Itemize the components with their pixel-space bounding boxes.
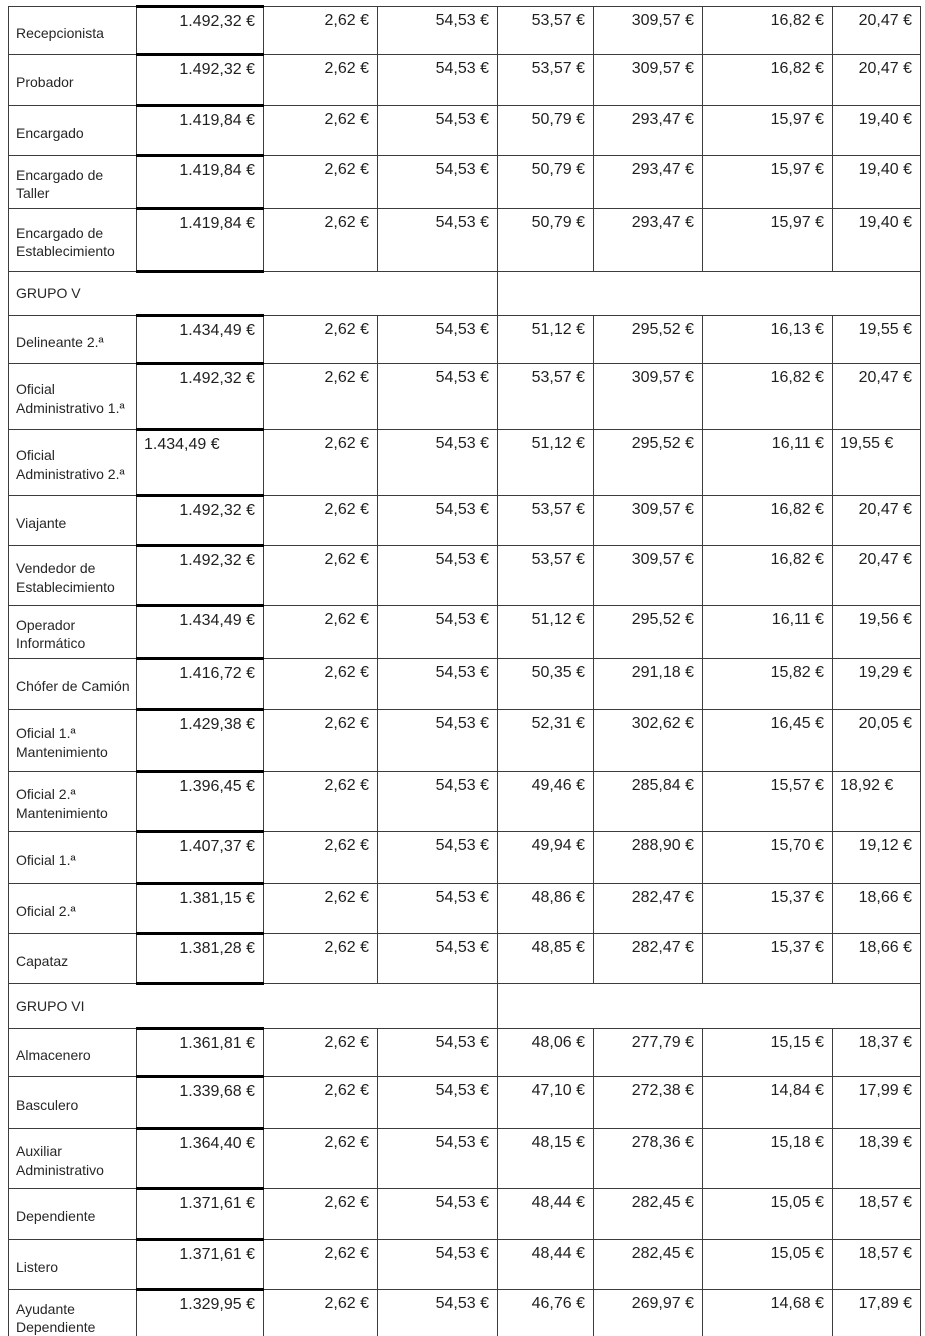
- job-title-cell: Dependiente: [9, 1188, 137, 1239]
- value-cell: 15,15 €: [703, 1028, 833, 1076]
- value-cell: 2,62 €: [264, 883, 378, 933]
- value-cell: 16,82 €: [703, 495, 833, 545]
- value-cell: 48,86 €: [498, 883, 594, 933]
- value-cell: 18,37 €: [833, 1028, 921, 1076]
- value-cell: 48,85 €: [498, 933, 594, 983]
- value-cell: 16,13 €: [703, 315, 833, 363]
- value-cell: 2,62 €: [264, 429, 378, 495]
- group-header-row: [9, 271, 921, 315]
- value-cell: 16,82 €: [703, 55, 833, 106]
- salary-value-cell: 1.371,61 €: [137, 1188, 264, 1239]
- value-cell: 282,45 €: [594, 1239, 703, 1289]
- value-cell: 48,15 €: [498, 1128, 594, 1188]
- salary-value-cell: 1.407,37 €: [137, 831, 264, 883]
- value-cell: 52,31 €: [498, 709, 594, 771]
- value-cell: 51,12 €: [498, 605, 594, 658]
- salary-value-cell: 1.364,40 €: [137, 1128, 264, 1188]
- salary-value-cell: 1.419,84 €: [137, 208, 264, 271]
- value-cell: 2,62 €: [264, 1128, 378, 1188]
- job-title-cell: Oficial 2.ª: [9, 883, 137, 933]
- group-header-cell: GRUPO VI: [9, 983, 498, 1028]
- value-cell: 54,53 €: [378, 1188, 498, 1239]
- value-cell: 295,52 €: [594, 429, 703, 495]
- salary-value-cell: 1.371,61 €: [137, 1239, 264, 1289]
- value-cell: 20,47 €: [833, 495, 921, 545]
- value-cell: 20,47 €: [833, 363, 921, 429]
- salary-value-cell: 1.429,38 €: [137, 709, 264, 771]
- value-cell: 2,62 €: [264, 709, 378, 771]
- value-cell: 2,62 €: [264, 1188, 378, 1239]
- salary-value-cell: 1.492,32 €: [137, 7, 264, 55]
- value-cell: 295,52 €: [594, 605, 703, 658]
- value-cell: 2,62 €: [264, 545, 378, 605]
- value-cell: 54,53 €: [378, 315, 498, 363]
- value-cell: 53,57 €: [498, 545, 594, 605]
- value-cell: 278,36 €: [594, 1128, 703, 1188]
- value-cell: 19,56 €: [833, 605, 921, 658]
- value-cell: 54,53 €: [378, 7, 498, 55]
- value-cell: 54,53 €: [378, 208, 498, 271]
- table-row: [9, 831, 921, 883]
- value-cell: 18,66 €: [833, 933, 921, 983]
- value-cell: 2,62 €: [264, 1028, 378, 1076]
- job-title-cell: Oficial 1.ª Mantenimiento: [9, 709, 137, 771]
- value-cell: 309,57 €: [594, 495, 703, 545]
- value-cell: 54,53 €: [378, 831, 498, 883]
- job-title-cell: Recepcionista: [9, 7, 137, 55]
- job-title-cell: Viajante: [9, 495, 137, 545]
- value-cell: 54,53 €: [378, 545, 498, 605]
- value-cell: 51,12 €: [498, 429, 594, 495]
- value-cell: 293,47 €: [594, 208, 703, 271]
- value-cell: 54,53 €: [378, 933, 498, 983]
- value-cell: 272,38 €: [594, 1076, 703, 1128]
- value-cell: 269,97 €: [594, 1289, 703, 1336]
- value-cell: 2,62 €: [264, 7, 378, 55]
- job-title-cell: Almacenero: [9, 1028, 137, 1076]
- value-cell: 20,47 €: [833, 7, 921, 55]
- value-cell: 15,18 €: [703, 1128, 833, 1188]
- salary-value-cell: 1.492,32 €: [137, 495, 264, 545]
- salary-value-cell: 1.434,49 €: [137, 429, 264, 495]
- value-cell: 2,62 €: [264, 55, 378, 106]
- job-title-cell: Probador: [9, 55, 137, 106]
- salary-value-cell: 1.419,84 €: [137, 106, 264, 156]
- job-title-cell: Chófer de Camión: [9, 658, 137, 709]
- value-cell: 16,82 €: [703, 545, 833, 605]
- value-cell: 2,62 €: [264, 658, 378, 709]
- value-cell: 16,45 €: [703, 709, 833, 771]
- value-cell: 19,29 €: [833, 658, 921, 709]
- value-cell: 54,53 €: [378, 771, 498, 831]
- table-row: [9, 495, 921, 545]
- value-cell: 15,82 €: [703, 658, 833, 709]
- value-cell: 15,05 €: [703, 1188, 833, 1239]
- value-cell: 54,53 €: [378, 605, 498, 658]
- value-cell: 49,94 €: [498, 831, 594, 883]
- group-header-row: [9, 983, 921, 1028]
- table-row: [9, 55, 921, 106]
- value-cell: 19,55 €: [833, 429, 921, 495]
- value-cell: 15,37 €: [703, 883, 833, 933]
- value-cell: 277,79 €: [594, 1028, 703, 1076]
- job-title-cell: Operador Informático: [9, 605, 137, 658]
- job-title-cell: Auxiliar Administrativo: [9, 1128, 137, 1188]
- salary-value-cell: 1.492,32 €: [137, 363, 264, 429]
- value-cell: 293,47 €: [594, 156, 703, 209]
- table-row: [9, 363, 921, 429]
- value-cell: 16,11 €: [703, 429, 833, 495]
- value-cell: 50,79 €: [498, 106, 594, 156]
- table-row: [9, 545, 921, 605]
- value-cell: 288,90 €: [594, 831, 703, 883]
- value-cell: 16,82 €: [703, 7, 833, 55]
- value-cell: 285,84 €: [594, 771, 703, 831]
- value-cell: 15,05 €: [703, 1239, 833, 1289]
- value-cell: 48,06 €: [498, 1028, 594, 1076]
- table-row: [9, 933, 921, 983]
- job-title-cell: Capataz: [9, 933, 137, 983]
- salary-value-cell: 1.396,45 €: [137, 771, 264, 831]
- salary-value-cell: 1.416,72 €: [137, 658, 264, 709]
- value-cell: 54,53 €: [378, 1028, 498, 1076]
- job-title-cell: Delineante 2.ª: [9, 315, 137, 363]
- value-cell: 53,57 €: [498, 7, 594, 55]
- value-cell: 15,97 €: [703, 208, 833, 271]
- job-title-cell: Oficial Administrativo 1.ª: [9, 363, 137, 429]
- job-title-cell: Listero: [9, 1239, 137, 1289]
- value-cell: 50,35 €: [498, 658, 594, 709]
- value-cell: 282,47 €: [594, 883, 703, 933]
- value-cell: 2,62 €: [264, 1239, 378, 1289]
- value-cell: 46,76 €: [498, 1289, 594, 1336]
- value-cell: 54,53 €: [378, 106, 498, 156]
- table-row: [9, 883, 921, 933]
- table-row: [9, 7, 921, 55]
- value-cell: 20,47 €: [833, 545, 921, 605]
- job-title-cell: Encargado: [9, 106, 137, 156]
- value-cell: 54,53 €: [378, 1239, 498, 1289]
- value-cell: 19,12 €: [833, 831, 921, 883]
- value-cell: 54,53 €: [378, 1289, 498, 1336]
- value-cell: 54,53 €: [378, 1076, 498, 1128]
- table-row: [9, 1128, 921, 1188]
- salary-value-cell: 1.419,84 €: [137, 156, 264, 209]
- value-cell: 18,92 €: [833, 771, 921, 831]
- table-row: [9, 1028, 921, 1076]
- value-cell: 50,79 €: [498, 208, 594, 271]
- value-cell: 2,62 €: [264, 831, 378, 883]
- value-cell: 309,57 €: [594, 363, 703, 429]
- value-cell: 20,47 €: [833, 55, 921, 106]
- value-cell: 54,53 €: [378, 156, 498, 209]
- salary-value-cell: 1.434,49 €: [137, 315, 264, 363]
- value-cell: 14,84 €: [703, 1076, 833, 1128]
- table-row: [9, 771, 921, 831]
- value-cell: 19,55 €: [833, 315, 921, 363]
- value-cell: 2,62 €: [264, 495, 378, 545]
- value-cell: 2,62 €: [264, 106, 378, 156]
- value-cell: 295,52 €: [594, 315, 703, 363]
- value-cell: 18,39 €: [833, 1128, 921, 1188]
- value-cell: 15,97 €: [703, 106, 833, 156]
- table-row: [9, 315, 921, 363]
- salary-value-cell: 1.361,81 €: [137, 1028, 264, 1076]
- value-cell: 53,57 €: [498, 55, 594, 106]
- job-title-cell: Ayudante Dependiente: [9, 1289, 137, 1336]
- value-cell: 54,53 €: [378, 363, 498, 429]
- value-cell: 18,66 €: [833, 883, 921, 933]
- value-cell: 309,57 €: [594, 545, 703, 605]
- table-row: [9, 156, 921, 209]
- salary-value-cell: 1.492,32 €: [137, 55, 264, 106]
- value-cell: 293,47 €: [594, 106, 703, 156]
- value-cell: 2,62 €: [264, 933, 378, 983]
- value-cell: 282,47 €: [594, 933, 703, 983]
- value-cell: 19,40 €: [833, 106, 921, 156]
- value-cell: 14,68 €: [703, 1289, 833, 1336]
- value-cell: 54,53 €: [378, 495, 498, 545]
- salary-value-cell: 1.434,49 €: [137, 605, 264, 658]
- job-title-cell: Encargado de Establecimiento: [9, 208, 137, 271]
- value-cell: 19,40 €: [833, 156, 921, 209]
- value-cell: 54,53 €: [378, 429, 498, 495]
- value-cell: 2,62 €: [264, 771, 378, 831]
- salary-value-cell: 1.381,15 €: [137, 883, 264, 933]
- table-row: [9, 106, 921, 156]
- value-cell: 54,53 €: [378, 658, 498, 709]
- value-cell: 48,44 €: [498, 1188, 594, 1239]
- value-cell: 54,53 €: [378, 55, 498, 106]
- value-cell: 19,40 €: [833, 208, 921, 271]
- value-cell: 15,97 €: [703, 156, 833, 209]
- value-cell: 15,70 €: [703, 831, 833, 883]
- value-cell: 2,62 €: [264, 1289, 378, 1336]
- table-row: [9, 658, 921, 709]
- table-row: [9, 208, 921, 271]
- job-title-cell: Vendedor de Establecimiento: [9, 545, 137, 605]
- job-title-cell: Oficial 2.ª Mantenimiento: [9, 771, 137, 831]
- table-row: [9, 709, 921, 771]
- salary-value-cell: 1.492,32 €: [137, 545, 264, 605]
- salary-table: [8, 5, 921, 1336]
- table-row: [9, 1076, 921, 1128]
- value-cell: 17,99 €: [833, 1076, 921, 1128]
- table-row: [9, 1239, 921, 1289]
- value-cell: 2,62 €: [264, 315, 378, 363]
- value-cell: 17,89 €: [833, 1289, 921, 1336]
- value-cell: 47,10 €: [498, 1076, 594, 1128]
- table-row: [9, 605, 921, 658]
- group-header-spacer: [498, 271, 921, 315]
- group-header-cell: GRUPO V: [9, 271, 498, 315]
- value-cell: 53,57 €: [498, 363, 594, 429]
- value-cell: 15,37 €: [703, 933, 833, 983]
- table-row: [9, 1289, 921, 1336]
- table-row: [9, 429, 921, 495]
- value-cell: 2,62 €: [264, 208, 378, 271]
- job-title-cell: Basculero: [9, 1076, 137, 1128]
- value-cell: 20,05 €: [833, 709, 921, 771]
- value-cell: 51,12 €: [498, 315, 594, 363]
- value-cell: 54,53 €: [378, 709, 498, 771]
- job-title-cell: Encargado de Taller: [9, 156, 137, 209]
- value-cell: 309,57 €: [594, 7, 703, 55]
- salary-value-cell: 1.381,28 €: [137, 933, 264, 983]
- value-cell: 302,62 €: [594, 709, 703, 771]
- value-cell: 2,62 €: [264, 156, 378, 209]
- value-cell: 54,53 €: [378, 883, 498, 933]
- job-title-cell: Oficial 1.ª: [9, 831, 137, 883]
- value-cell: 54,53 €: [378, 1128, 498, 1188]
- value-cell: 18,57 €: [833, 1239, 921, 1289]
- value-cell: 2,62 €: [264, 363, 378, 429]
- value-cell: 53,57 €: [498, 495, 594, 545]
- value-cell: 16,11 €: [703, 605, 833, 658]
- value-cell: 291,18 €: [594, 658, 703, 709]
- job-title-cell: Oficial Administrativo 2.ª: [9, 429, 137, 495]
- value-cell: 16,82 €: [703, 363, 833, 429]
- salary-value-cell: 1.329,95 €: [137, 1289, 264, 1336]
- value-cell: 49,46 €: [498, 771, 594, 831]
- value-cell: 50,79 €: [498, 156, 594, 209]
- value-cell: 282,45 €: [594, 1188, 703, 1239]
- value-cell: 2,62 €: [264, 1076, 378, 1128]
- value-cell: 48,44 €: [498, 1239, 594, 1289]
- value-cell: 309,57 €: [594, 55, 703, 106]
- value-cell: 18,57 €: [833, 1188, 921, 1239]
- table-row: [9, 1188, 921, 1239]
- group-header-spacer: [498, 983, 921, 1028]
- value-cell: 2,62 €: [264, 605, 378, 658]
- value-cell: 15,57 €: [703, 771, 833, 831]
- salary-value-cell: 1.339,68 €: [137, 1076, 264, 1128]
